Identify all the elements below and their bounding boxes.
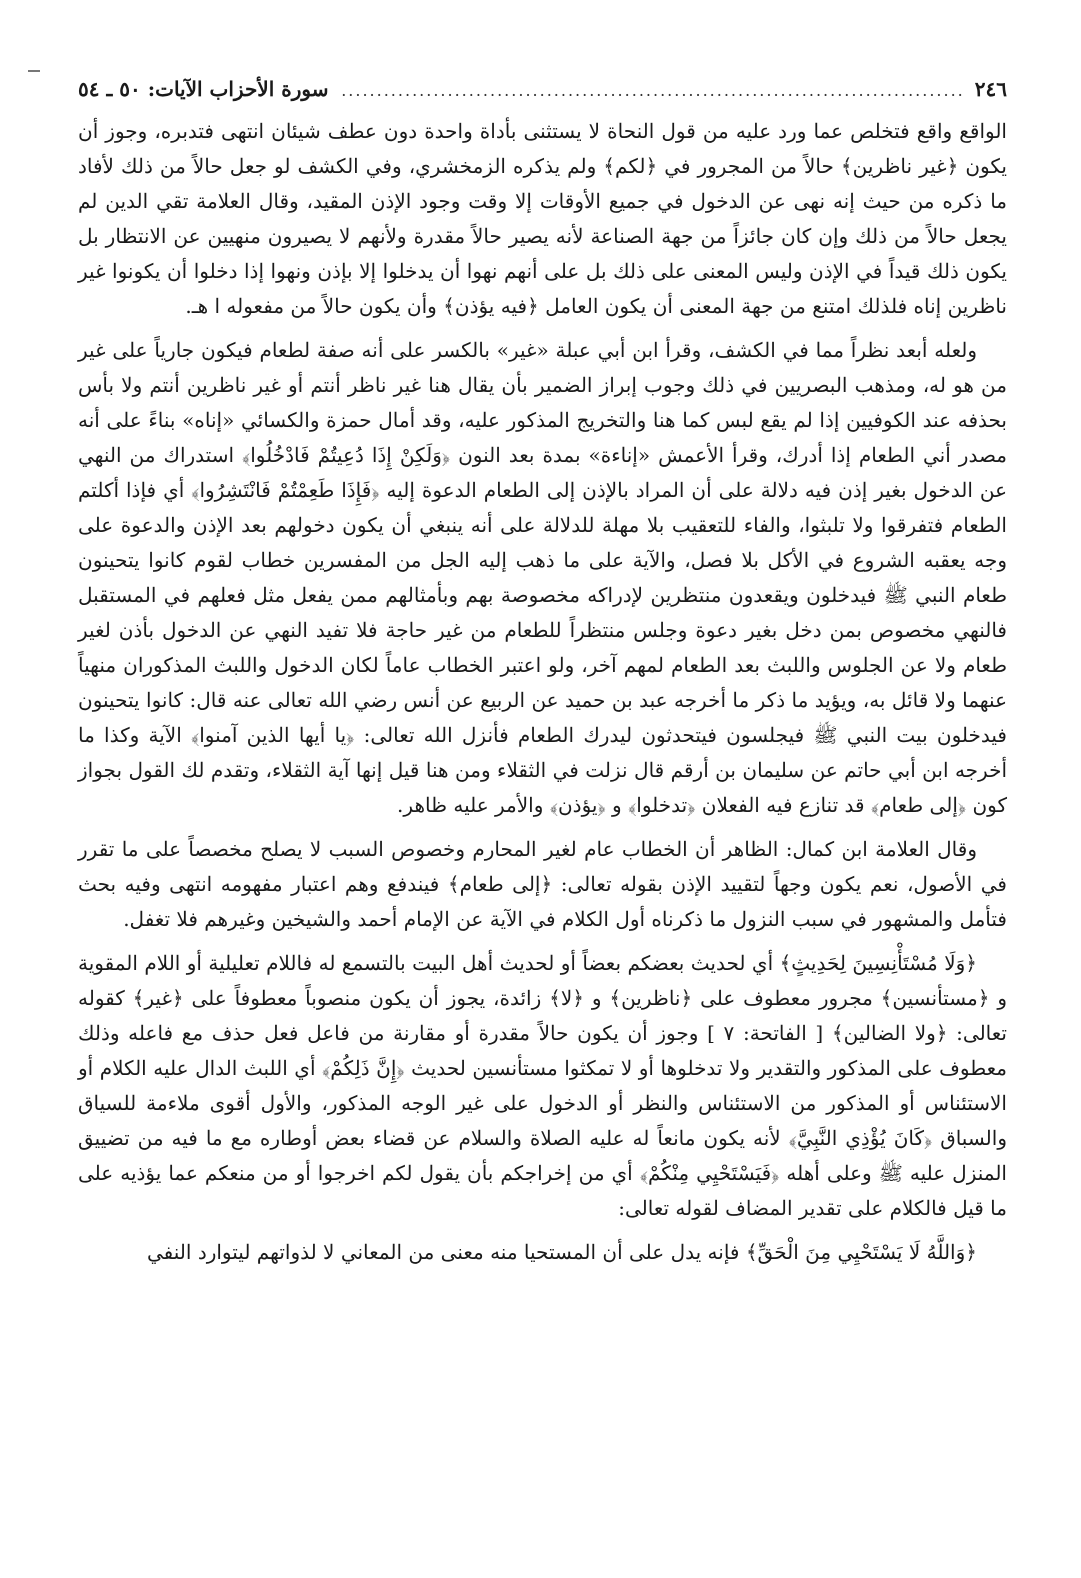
page-corner-mark [28,70,40,72]
page-number: ٢٤٦ [974,77,1007,101]
paragraph: الواقع واقع فتخلص عما ورد عليه من قول النحاة لا يستثنى بأداة واحدة دون عطف شيئان انتهى فتدبره، وجوز أن يكون ﴿غير ناظرين﴾ حالاً من المجرور في ﴿لكم﴾ ولم يذكره الزمخشري، وفي الكشف لو جعل حالاً من ذلك لأفاد ما ذكره من حيث إنه نهى عن الدخول في جميع الأوقات إلا وقت وجود الإذن المقيد، وقال العلامة تقي الدين لم يجعل حالاً من ذلك وإن كان جائزاً من جهة الصناعة لأنه يصير حالاً مقدرة ولأنهم لا يصيرون منهيين عن الانتظار بل يكون ذلك قيداً في الإذن وليس المعنى على ذلك بل على أنهم نهوا أن يدخلوا إلا بإذن ونهوا إذا دخلوا أن يكونوا غير ناظرين إناه فلذلك امتنع من جهة المعنى أن يكون العامل ﴿فيه يؤذن﴾ وأن يكون حالاً من مفعوله ا هـ. [78,119,1007,318]
paragraph: وقال العلامة ابن كمال: الظاهر أن الخطاب عام لغير المحارم وخصوص السبب لا يصلح مخصصاً على ما تقرر في الأصول، نعم يكون وجهاً لتقييد الإذن بقوله تعالى: ﴿إلى طعام﴾ فيندفع وهم اعتبار مفهومه انتهى وفيه بحث فتأمل والمشهور في سبب النزول ما ذكرناه أول الكلام في الآية عن الإمام أحمد والشيخين وغيرهم فلا تغفل. [78,837,1007,931]
body-text [78,114,1007,1270]
paragraph: ولعله أبعد نظراً مما في الكشف، وقرأ ابن أبي عبلة «غير» بالكسر على أنه صفة لطعام فيكون جارياً على غير من هو له، ومذهب البصريين في ذلك وجوب إبراز الضمير بأن يقال هنا غير ناظر أنتم أو غير ناظرين أنتم ولا بأس بحذفه عند الكوفيين إذا لم يقع لبس كما هنا والتخريج المذكور عليه، وقد أمال حمزة والكسائي «إناه» بناءً على أنه مصدر أني الطعام إذا أدرك، وقرأ الأعمش «إناءة» بمدة بعد النون ﴿وَلَكِنْ إِذَا دُعِيتُمْ فَادْخُلُوا﴾ استدراك من النهي عن الدخول بغير إذن فيه دلالة على أن المراد بالإذن إلى الطعام الدعوة إليه ﴿فَإِذَا طَعِمْتُمْ فَانْتَشِرُوا﴾ أي فإذا أكلتم الطعام فتفرقوا ولا تلبثوا، والفاء للتعقيب بلا مهلة للدلالة على أنه ينبغي أن يكون دخولهم بعد الإذن والدعوة على وجه يعقبه الشروع في الأكل بلا فصل، والآية على ما ذهب إليه الجل من المفسرين خطاب لقوم كانوا يتحينون طعام النبي ﷺ فيدخلون ويقعدون منتظرين لإدراكه مخصوصة بهم وبأمثالهم ممن يفعل مثل فعلهم في المستقبل فالنهي مخصوص بمن دخل بغير دعوة وجلس منتظراً للطعام من غير حاجة فلا تفيد النهي عن الدخول بأذن لغير طعام ولا عن الجلوس واللبث بعد الطعام لمهم آخر، ولو اعتبر الخطاب عاماً لكان الدخول واللبث المذكوران منهياً عنهما ولا قائل به، ويؤيد ما ذكر ما أخرجه عبد بن حميد عن الربيع عن أنس رضي الله تعالى عنه قال: كانوا يتحينون فيدخلون بيت النبي ﷺ فيجلسون فيتحدثون ليدرك الطعام فأنزل الله تعالى: ﴿يا أيها الذين آمنوا﴾ الآية وكذا ما أخرجه ابن أبي حاتم عن سليمان بن أرقم قال نزلت في الثقلاء ومن هنا قيل إنها آية الثقلاء، وتقدم لك القول بجواز كون ﴿إلى طعام﴾ قد تنازع فيه الفعلان ﴿تدخلوا﴾ و ﴿يؤذن﴾ والأمر عليه ظاهر. [78,338,1008,817]
running-header [78,70,1007,108]
header-dot-leader [338,72,964,110]
surah-title: سورة الأحزاب الآيات: ٥٠ ـ ٥٤ [78,77,329,101]
paragraph: ﴿وَاللَّهُ لَا يَسْتَحْيِي مِنَ الْحَقِّ﴾ فإنه يدل على أن المستحيا منه معنى من المعاني لا لذواتهم ليتوارد النفي [146,1240,977,1264]
paragraph: ﴿وَلَا مُسْتَأْنِسِينَ لِحَدِيثٍ﴾ أي لحديث بعضكم بعضاً أو لحديث أهل البيت بالتسمع له فاللام تعليلية أو اللام المقوية و ﴿مستأنسين﴾ مجرور معطوف على ﴿ناظرين﴾ و ﴿لا﴾ زائدة، يجوز أن يكون منصوباً معطوفاً على ﴿غير﴾ كقوله تعالى: ﴿ولا الضالين﴾ [ الفاتحة: ٧ ] وجوز أن يكون حالاً مقدرة أو مقارنة من فاعل فعل حذف مع فاعله وذلك معطوف على المذكور والتقدير ولا تدخلوها أو لا تمكثوا مستأنسين لحديث ﴿إِنَّ ذَلِكُمْ﴾ أي اللبث الدال عليه الكلام أو الاستئناس أو المذكور من الاستئناس والنظر أو الدخول على غير الوجه المذكور، والأول أقوى ملاءمة للسياق والسباق ﴿كَانَ يُؤْذِي النَّبِيَّ﴾ لأنه يكون مانعاً له عليه الصلاة والسلام عن قضاء بعض أوطاره مع ما فيه من تضييق المنزل عليه ﷺ وعلى أهله ﴿فَيَسْتَحْيِي مِنْكُمْ﴾ أي من إخراجكم بأن يقول لكم اخرجوا أو من منعكم عما يؤذيه على ما قيل فالكلام على تقدير المضاف لقوله تعالى: [78,951,1007,1220]
